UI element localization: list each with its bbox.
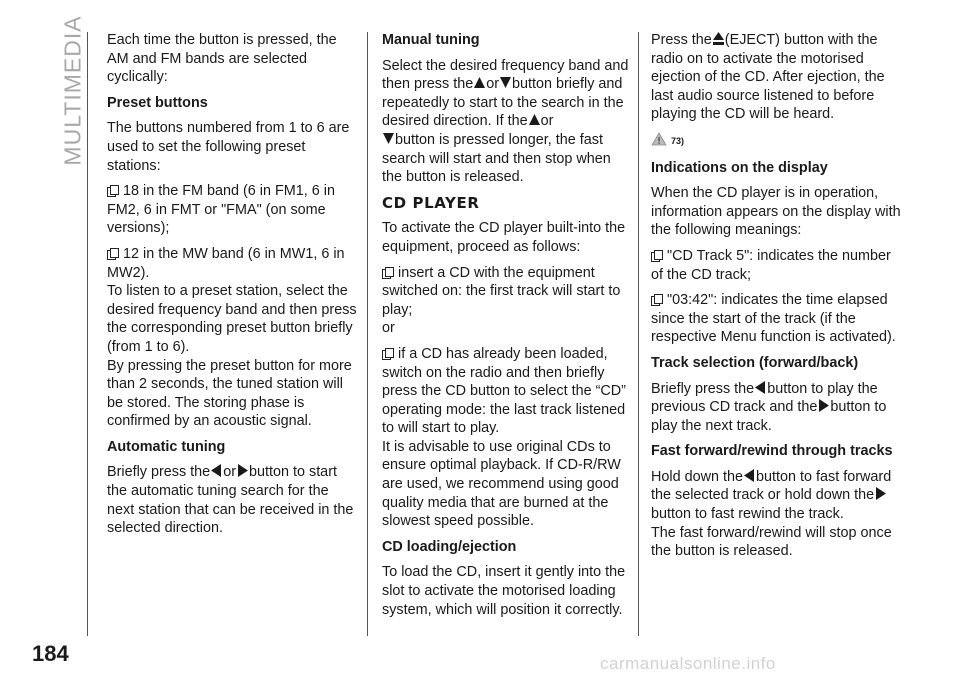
up-arrow-icon	[529, 113, 540, 126]
bullet-icon	[107, 185, 118, 196]
left-arrow-icon	[744, 469, 755, 482]
list-item: 18 in the FM band (6 in FM1, 6 in FM2, 6 in FMT or "FMA" (on some versions);	[107, 183, 335, 237]
paragraph: Hold down the button to fast forward the selected track or hold down the button to fast rewind the track.	[651, 468, 892, 523]
paragraph: To load the CD, insert it gently into the slot to activate the motorised loading system, which will position it correctly.	[382, 564, 626, 618]
list-item: "03:42": indicates the time elapsed since the start of the track (if the respective Menu function is activated).	[651, 292, 896, 346]
warning-icon	[651, 132, 669, 152]
column-1	[107, 31, 359, 538]
paragraph: The fast forward/rewind will stop once the button is released.	[651, 524, 892, 560]
heading-cd-player: CD PLAYER	[382, 193, 480, 212]
paragraph: Select the desired frequency band and then press the or button briefly and repeatedly to start to the search in the desired direction. If the or button is pressed longer, the fast search will start and then stop when the button is released.	[382, 57, 629, 186]
bullet-icon	[107, 248, 118, 259]
eject-icon	[713, 32, 724, 45]
left-margin-rule	[87, 32, 88, 636]
heading-preset-buttons: Preset buttons	[107, 94, 208, 111]
heading-fast-forward-rewind: Fast forward/rewind through tracks	[651, 443, 893, 460]
down-arrow-icon	[383, 132, 394, 145]
paragraph: Press the (EJECT) button with the radio on to activate the motorised ejection of the CD. After ejection, the last audio source listened to before playing the CD will be heard.	[651, 32, 885, 123]
paragraph: or	[382, 320, 395, 337]
list-item: if a CD has already been loaded, switch on the radio and then briefly press the CD button to select the “CD” operating mode: the last track listened to will start to play.	[382, 345, 626, 437]
heading-cd-loading-ejection: CD loading/ejection	[382, 538, 517, 555]
paragraph: It is advisable to use original CDs to ensure optimal playback. If CD-R/RW are used, we recommend using good quality media that are burned at the slowest speed possible.	[382, 438, 621, 530]
section-sidebar-label: MULTIMEDIA	[59, 14, 86, 166]
up-arrow-icon	[474, 76, 485, 89]
heading-track-selection: Track selection (forward/back)	[651, 354, 859, 371]
bullet-icon	[651, 250, 662, 261]
column-divider	[367, 32, 368, 636]
paragraph: To listen to a preset station, select the desired frequency band and then press the corresponding preset button briefly (from 1 to 6).	[107, 283, 357, 355]
column-divider	[638, 32, 639, 636]
list-item: 12 in the MW band (6 in MW1, 6 in MW2).	[107, 245, 345, 281]
left-arrow-icon	[211, 464, 222, 477]
bullet-icon	[382, 267, 393, 278]
paragraph: Briefly press the button to play the previous CD track and the button to play the next track.	[651, 380, 887, 434]
bullet-icon	[382, 348, 393, 359]
right-arrow-icon	[237, 464, 248, 477]
paragraph: When the CD player is in operation, information appears on the display with the following meanings:	[651, 185, 901, 239]
paragraph: Briefly press the or button to start the automatic tuning search for the next station that can be received in the selected direction.	[107, 464, 354, 537]
bullet-icon	[651, 294, 662, 305]
paragraph: Each time the button is pressed, the AM and FM bands are selected cyclically:	[107, 32, 337, 86]
heading-display-indications: Indications on the display	[651, 159, 828, 176]
left-arrow-icon	[755, 381, 766, 394]
paragraph: The buttons numbered from 1 to 6 are used to set the following preset stations:	[107, 120, 350, 174]
page-number: 184	[32, 641, 69, 666]
heading-automatic-tuning: Automatic tuning	[107, 438, 226, 455]
watermark: carmanualsonline.info	[600, 654, 776, 673]
column-3	[651, 31, 903, 561]
warning-reference: 73)	[651, 131, 903, 152]
down-arrow-icon	[500, 76, 511, 89]
column-2	[382, 31, 634, 619]
list-item: insert a CD with the equipment switched on: the first track will start to play;	[382, 264, 621, 318]
list-item: "CD Track 5": indicates the number of the CD track;	[651, 247, 891, 283]
heading-manual-tuning: Manual tuning	[382, 32, 480, 48]
paragraph: By pressing the preset button for more than 2 seconds, the tuned station will be stored. The storing phase is confirmed by an acoustic signal.	[107, 357, 352, 430]
right-arrow-icon	[875, 487, 886, 500]
right-arrow-icon	[818, 399, 829, 412]
paragraph: To activate the CD player built-into the equipment, proceed as follows:	[382, 220, 626, 255]
